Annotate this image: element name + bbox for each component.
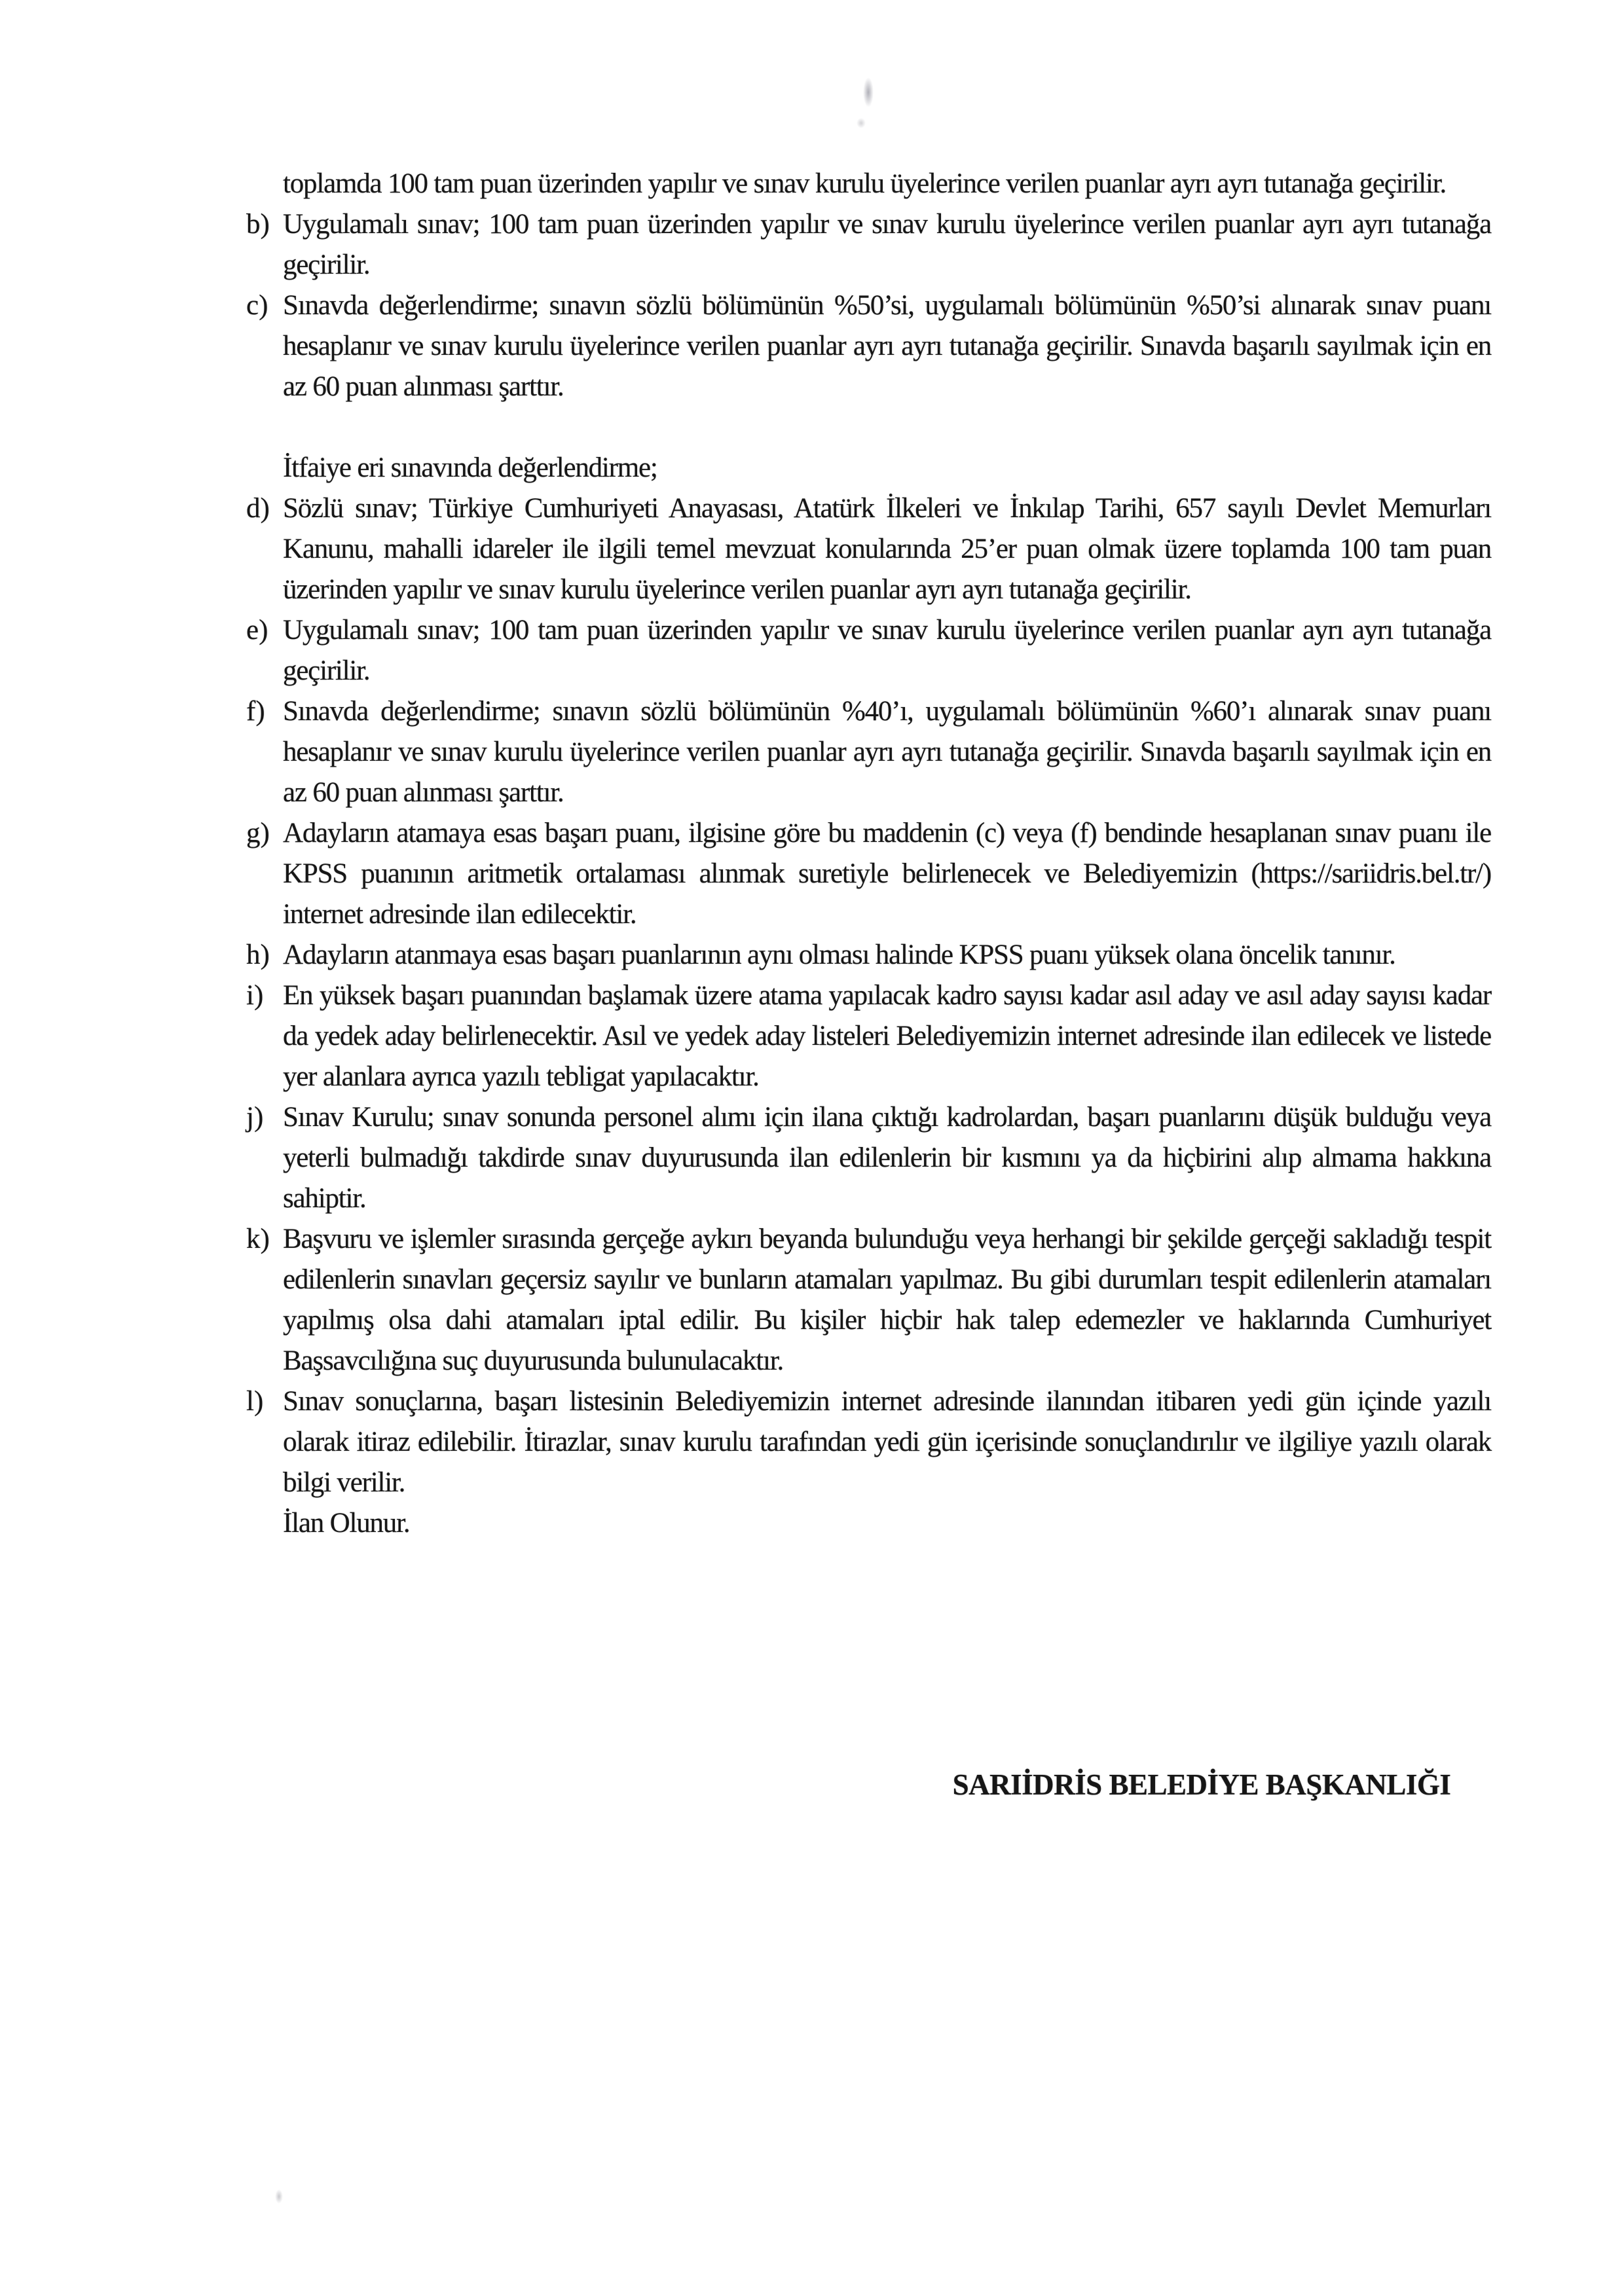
paragraph-continuation: toplamda 100 tam puan üzerinden yapılır ve sınav kurulu üyelerince verilen puanlar ayrı ayrı tutanağa geçirilir. xyxy=(283,168,1447,199)
item-label: j) xyxy=(246,1102,264,1133)
item-label: d) xyxy=(246,493,270,524)
item-label: k) xyxy=(246,1224,270,1254)
list-item-b xyxy=(244,204,1491,285)
list-item-c xyxy=(244,285,1491,407)
document-body xyxy=(244,164,1491,1544)
list-item-j xyxy=(244,1097,1491,1219)
list-item-k xyxy=(244,1219,1491,1381)
item-text: Adayların atamaya esas başarı puanı, ilgisine göre bu maddenin (c) veya (f) bendinde hesaplanan sınav puanı ile KPSS puanının aritmetik ortalaması alınmak suretiyle belirlenecek ve Belediyemizin (https://sariidris.bel.tr/) internet adresinde ilan edilecektir. xyxy=(283,818,1491,930)
list-item-g xyxy=(244,813,1491,935)
item-text: Sınav sonuçlarına, başarı listesinin Belediyemizin internet adresinde ilanından itibaren yedi gün içinde yazılı olarak itiraz edilebilir. İtirazlar, sınav kurulu tarafından yedi gün içerisinde sonuçlandırılır ve ilgiliye yazılı olarak bilgi verilir. xyxy=(283,1386,1491,1498)
list-item-h xyxy=(244,935,1491,975)
list-item-l xyxy=(244,1381,1491,1503)
item-label: g) xyxy=(246,818,270,848)
item-text: Sözlü sınav; Türkiye Cumhuriyeti Anayasası, Atatürk İlkeleri ve İnkılap Tarihi, 657 sayılı Devlet Memurları Kanunu, mahalli idareler ile ilgili temel mevzuat konularında 25’er puan olmak üzere toplamda 100 tam puan üzerinden yapılır ve sınav kurulu üyelerince verilen puanlar ayrı ayrı tutanağa geçirilir. xyxy=(283,493,1491,605)
list-item-e xyxy=(244,610,1491,691)
item-label: h) xyxy=(246,939,270,970)
item-text: Sınavda değerlendirme; sınavın sözlü bölümünün %50’si, uygulamalı bölümünün %50’si alınarak sınav puanı hesaplanır ve sınav kurulu üyelerince verilen puanlar ayrı ayrı tutanağa geçirilir. Sınavda başarılı sayılmak için en az 60 puan alınması şarttır. xyxy=(283,290,1491,402)
item-label: l) xyxy=(246,1386,264,1417)
list-item-f xyxy=(244,691,1491,813)
item-text: En yüksek başarı puanından başlamak üzere atama yapılacak kadro sayısı kadar asıl aday ve asıl aday sayısı kadar da yedek aday belirlenecektir. Asıl ve yedek aday listeleri Belediyemizin internet adresinde ilan edilecek ve listede yer alanlara ayrıca yazılı tebligat yapılacaktır. xyxy=(283,980,1491,1092)
scan-smudge xyxy=(863,77,874,107)
signature-line: SARIİDRİS BELEDİYE BAŞKANLIĞI xyxy=(952,1768,1451,1801)
scan-smudge xyxy=(857,118,866,128)
item-label: b) xyxy=(246,209,270,240)
scan-smudge xyxy=(275,2189,283,2204)
section-heading: İtfaiye eri sınavında değerlendirme; xyxy=(283,452,657,483)
item-text: Uygulamalı sınav; 100 tam puan üzerinden yapılır ve sınav kurulu üyelerince verilen puanlar ayrı ayrı tutanağa geçirilir. xyxy=(283,209,1491,280)
list-item-i xyxy=(244,975,1491,1097)
closing-line: İlan Olunur. xyxy=(283,1508,410,1539)
item-text: Adayların atanmaya esas başarı puanlarının aynı olması halinde KPSS puanı yüksek olana öncelik tanınır. xyxy=(283,939,1395,970)
item-text: Uygulamalı sınav; 100 tam puan üzerinden yapılır ve sınav kurulu üyelerince verilen puanlar ayrı ayrı tutanağa geçirilir. xyxy=(283,615,1491,686)
item-label: i) xyxy=(246,980,264,1011)
item-label: f) xyxy=(246,696,265,727)
item-text: Sınavda değerlendirme; sınavın sözlü bölümünün %40’ı, uygulamalı bölümünün %60’ı alınarak sınav puanı hesaplanır ve sınav kurulu üyelerince verilen puanlar ayrı ayrı tutanağa geçirilir. Sınavda başarılı sayılmak için en az 60 puan alınması şarttır. xyxy=(283,696,1491,808)
list-item-d xyxy=(244,488,1491,610)
item-text: Sınav Kurulu; sınav sonunda personel alımı için ilana çıktığı kadrolardan, başarı puanlarını düşük bulduğu veya yeterli bulmadığı takdirde sınav duyurusunda ilan edilenlerin bir kısmını ya da hiçbirini alıp almama hakkına sahiptir. xyxy=(283,1102,1491,1214)
item-label: e) xyxy=(246,615,268,646)
item-label: c) xyxy=(246,290,268,321)
item-text: Başvuru ve işlemler sırasında gerçeğe aykırı beyanda bulunduğu veya herhangi bir şekilde gerçeği sakladığı tespit edilenlerin sınavları geçersiz sayılır ve bunların atamaları yapılmaz. Bu gibi durumları tespit edilenlerin atamaları yapılmış olsa dahi atamaları iptal edilir. Bu kişiler hiçbir hak talep edemezler ve haklarında Cumhuriyet Başsavcılığına suç duyurusunda bulunulacaktır. xyxy=(283,1224,1491,1376)
